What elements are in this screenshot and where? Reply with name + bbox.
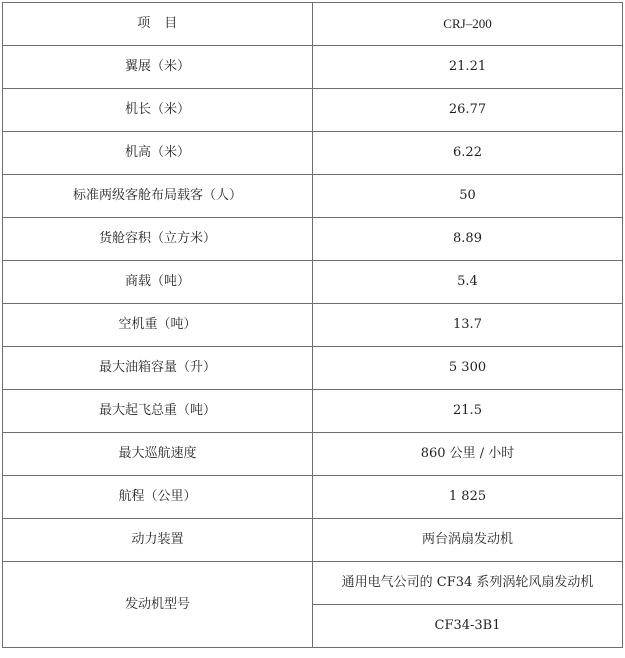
row-value: 21.5: [313, 390, 623, 433]
table-row: [3, 433, 623, 476]
table-row: [3, 519, 623, 562]
table-row: [3, 347, 623, 390]
row-item: 航程（公里）: [3, 476, 313, 519]
row-item: 最大油箱容量（升）: [3, 347, 313, 390]
table-row: [3, 89, 623, 132]
row-value: 13.7: [313, 304, 623, 347]
row-value: 6.22: [313, 132, 623, 175]
row-item: 商载（吨）: [3, 261, 313, 304]
table-row: [3, 175, 623, 218]
row-item: 动力装置: [3, 519, 313, 562]
row-value: 8.89: [313, 218, 623, 261]
row-item: 翼展（米）: [3, 46, 313, 89]
row-value: 860 公里 / 小时: [313, 433, 623, 476]
engine-row: [3, 562, 623, 605]
table-row: [3, 218, 623, 261]
table-body: [3, 46, 623, 648]
row-item: 最大巡航速度: [3, 433, 313, 476]
header-row: [3, 3, 623, 46]
row-item: 空机重（吨）: [3, 304, 313, 347]
spec-table: [2, 2, 623, 648]
engine-value-family: 通用电气公司的 CF34 系列涡轮风扇发动机: [313, 562, 623, 605]
row-value: 21.21: [313, 46, 623, 89]
row-value: 5.4: [313, 261, 623, 304]
table-row: [3, 46, 623, 89]
row-item: 最大起飞总重（吨）: [3, 390, 313, 433]
table-row: [3, 132, 623, 175]
header-model: CRJ–200: [313, 3, 623, 46]
row-item: 机长（米）: [3, 89, 313, 132]
table-header: [3, 3, 623, 46]
row-item: 货舱容积（立方米）: [3, 218, 313, 261]
table-row: [3, 261, 623, 304]
row-value: 50: [313, 175, 623, 218]
row-value: 1 825: [313, 476, 623, 519]
header-item: 项 目: [3, 3, 313, 46]
table-row: [3, 304, 623, 347]
engine-value-model: CF34-3B1: [313, 605, 623, 648]
table-row: [3, 390, 623, 433]
row-value: 两台涡扇发动机: [313, 519, 623, 562]
row-item: 标准两级客舱布局载客（人）: [3, 175, 313, 218]
row-item: 机高（米）: [3, 132, 313, 175]
table-row: [3, 476, 623, 519]
engine-item: 发动机型号: [3, 562, 313, 648]
row-value: 26.77: [313, 89, 623, 132]
row-value: 5 300: [313, 347, 623, 390]
